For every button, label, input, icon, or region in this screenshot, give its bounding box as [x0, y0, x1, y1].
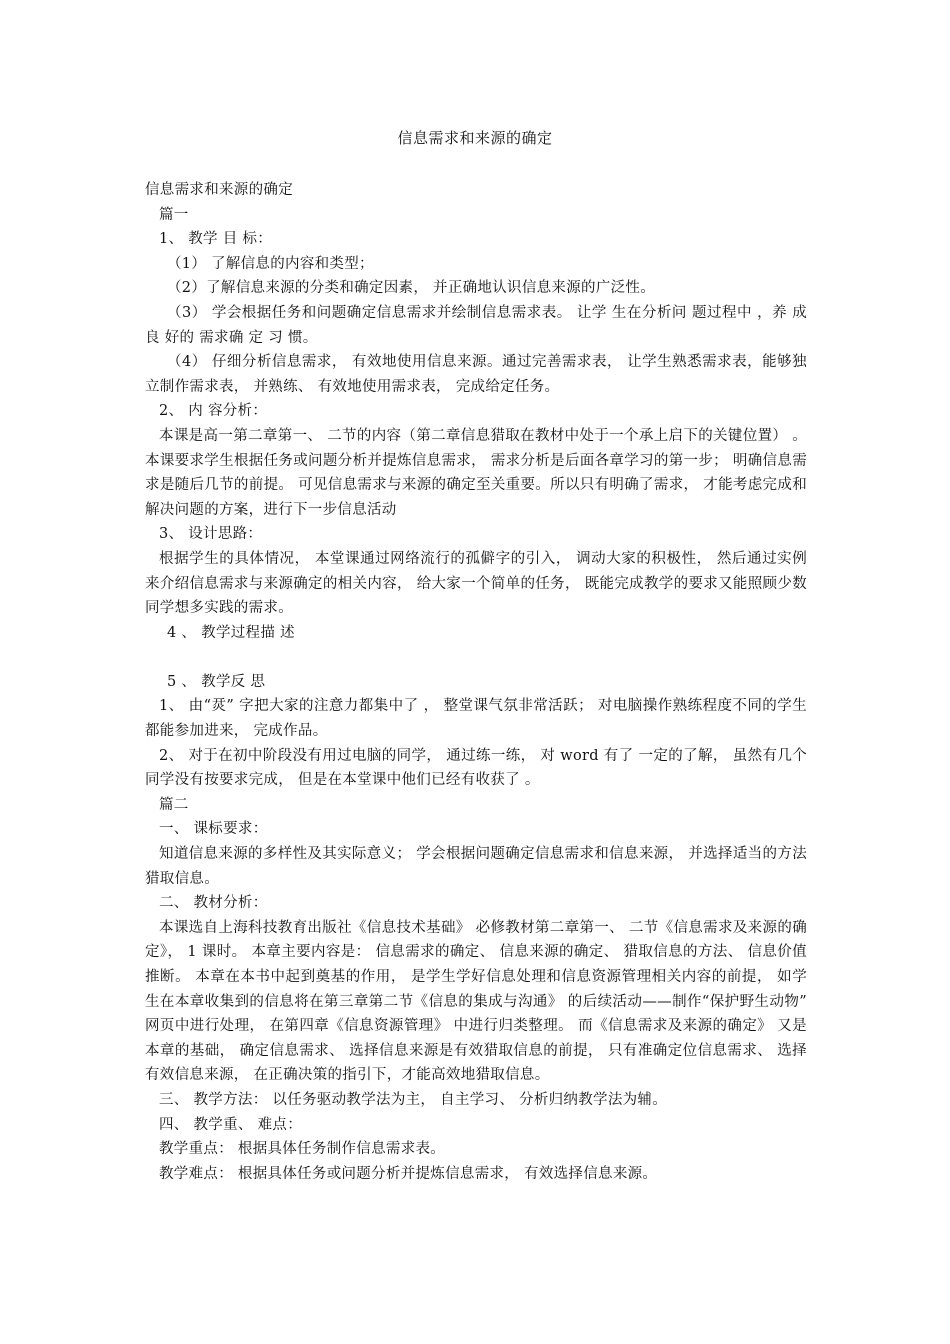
paragraph-p10: 根据学生的具体情况， 本堂课通过网络流行的孤僻字的引入， 调动大家的积极性， 然后通过实例来介绍信息需求与来源确定的相关内容， 给大家一个简单的任务， 既能完成教学的要求又能照顾少数同学想多实践的需求。 [145, 550, 807, 617]
paragraph-p05: （3） 学会根据任务和问题确定信息需求并绘制信息需求表。 让学 生在分析问 题过程中 ，养 成良 好的 需求确 定 习 惯。 [145, 304, 807, 346]
paragraph-p01: 篇一 [159, 206, 189, 223]
paragraph-p18: 二、 教材分析： [159, 895, 268, 912]
paragraph-p17: 知道信息来源的多样性及其实际意义； 学会根据问题确定信息需求和信息来源， 并选择适当的方法猎取信息。 [145, 846, 807, 887]
paragraph-p04: （2）了解信息来源的分类和确定因素， 并正确地认识信息来源的广泛性。 [167, 280, 656, 297]
paragraph-p06: （4） 仔细分析信息需求， 有效地使用信息来源。通过完善需求表， 让学生熟悉需求表，能够独立制作需求表， 并熟练、 有效地使用需求表， 完成给定任务。 [145, 354, 807, 395]
paragraph-p08: 本课是高一第二章第一、 二节的内容（第二章信息猎取在教材中处于一个承上启下的关键位置） 。 本课要求学生根据任务或问题分析并提炼信息需求， 需求分析是后面各章学习的第一步； 明确信息需求是随后几节的前提。 可见信息需求与来源的确定至关重要。所以只有明确了需求， 才能考虑完成和解决问题的方案，进行下一步信息活动 [145, 427, 807, 518]
paragraph-p23: 教学难点： 根据具体任务或问题分析并提炼信息需求， 有效选择信息来源。 [159, 1165, 658, 1182]
paragraph-p13: 1、 由“烎” 字把大家的注意力都集中了 ， 整堂课气氛非常活跃； 对电脑操作熟练程度不同的学生都能参加进来， 完成作品。 [145, 698, 807, 740]
paragraph-p03: （1） 了解信息的内容和类型； [167, 255, 374, 272]
paragraph-p09: 3、 设计思路： [159, 526, 263, 543]
paragraph-p14: 2、 对于在初中阶段没有用过电脑的同学， 通过练一练， 对 word 有了 一定的了解， 虽然有几个同学没有按要求完成， 但是在本堂课中他们已经有收获了 。 [145, 747, 807, 789]
paragraph-p20: 三、 教学方法： 以任务驱动教学法为主， 自主学习、 分析归纳教学法为辅。 [159, 1091, 668, 1108]
document-body [145, 178, 807, 1186]
paragraph-p15: 篇二 [159, 796, 189, 813]
paragraph-p12: 5 、 教学反 思 [167, 673, 266, 690]
paragraph-p11: 4 、 教学过程描 述 [167, 624, 295, 641]
paragraph-p22: 教学重点： 根据具体任务制作信息需求表。 [159, 1141, 446, 1158]
paragraph-p21: 四、 教学重、 难点： [159, 1116, 303, 1133]
paragraph-p00: 信息需求和来源的确定 [145, 182, 293, 198]
paragraph-gap [145, 645, 807, 670]
document-title: 信息需求和来源的确定 [397, 129, 553, 147]
paragraph-p19: 本课选自上海科技教育出版社《信息技术基础》 必修教材第二章第一、 二节《信息需求及来源的确定》， 1 课时。 本章主要内容是： 信息需求的确定、 信息来源的确定、 猎取信息的方法、 信息价值推断。 本章在本书中起到奠基的作用， 是学生学好信息处理和信息资源管理相关内容的前提， 如学生在本章收集到的信息将在第三章第二节《信息的集成与沟通》 的后续活动——制作“保护野生动物” 网页中进行处理， 在第四章《信息资源管理》 中进行归类整理。 而《信息需求及来源的确定》 又是本章的基础， 确定信息需求、 选择信息来源是有效猎取信息的前提， 只有准确定位信息需求、 选择有效信息来源， 在正确决策的指引下，才能高效地猎取信息。 [145, 919, 807, 1084]
paragraph-p02: 1、 教学 目 标： [159, 231, 273, 248]
paragraph-p16: 一、 课标要求： [159, 821, 268, 838]
paragraph-p07: 2、 内 容分析： [159, 403, 268, 420]
